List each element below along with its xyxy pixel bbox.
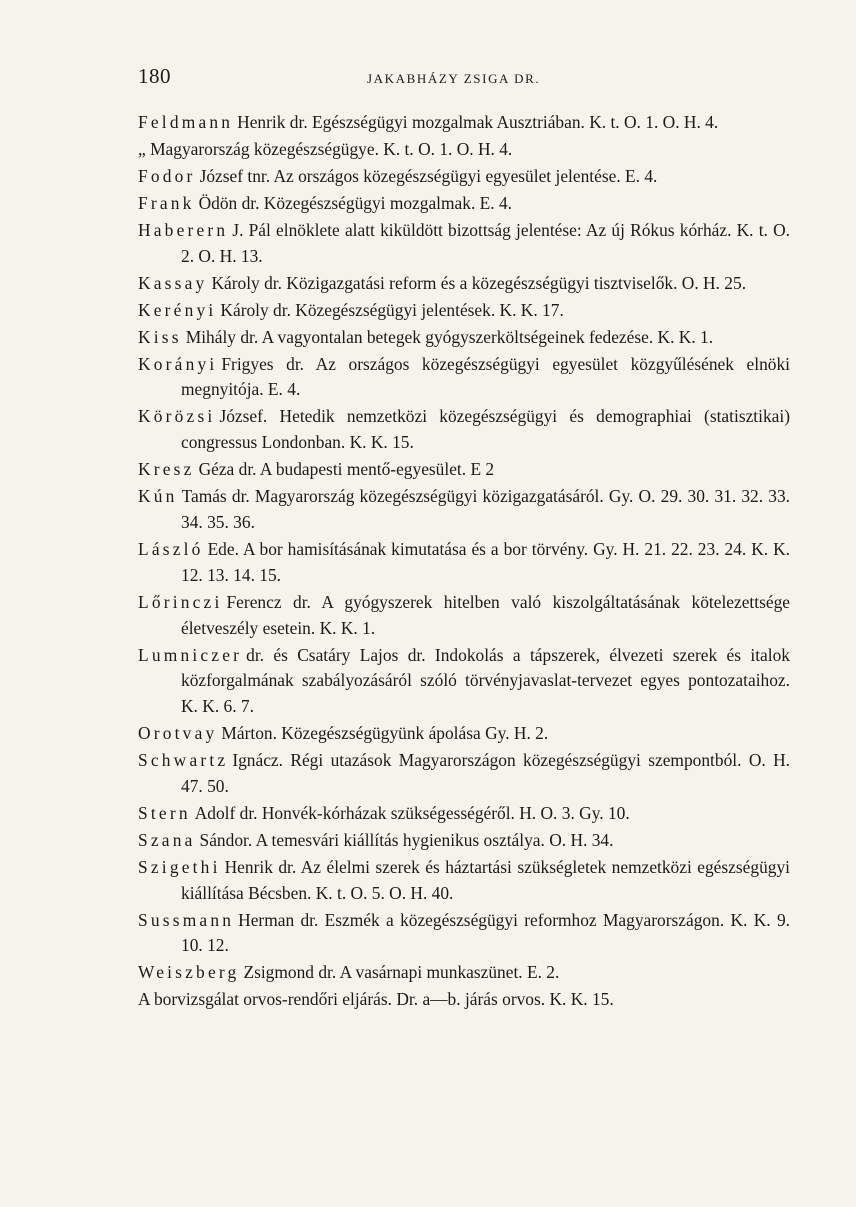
entry-text: Herman dr. Eszmék a közegészségügyi reformhoz Magyarországon. K. K. 9. 10. 12. [181,909,790,956]
bibliography-entry [138,537,790,589]
bibliography-entry [138,325,790,351]
author-name: Schwartz [138,750,229,771]
author-name: Haberern [138,219,229,240]
entry-text: Henrik dr. Az élelmi szerek és háztartási szükségletek nemzetközi egészségügyi kiállítása Bécsben. K. t. O. 5. O. H. 40. [181,856,790,903]
entry-text: J. Pál elnöklete alatt kiküldött bizottság jelentése: Az új Rókus kórház. K. t. O. 2. O. H. 13. [181,219,790,266]
bibliography-entry [138,855,790,907]
bibliography-entry [138,137,790,163]
author-name: Feldmann [138,112,234,132]
entry-text: Ede. A bor hamisításának kimutatása és a bor törvény. Gy. H. 21. 22. 23. 24. K. K. 12. 13. 14. 15. [181,539,790,585]
bibliography-entry [138,484,790,536]
author-name: Stern [138,802,191,823]
bibliography-entry [138,828,790,854]
entry-text: A borvizsgálat orvos-rendőri eljárás. Dr. a—b. járás orvos. K. K. 15. [138,989,614,1010]
running-head: JAKABHÁZY ZSIGA DR. [367,71,541,86]
author-name: Sussmann [138,909,235,930]
bibliography-entry [138,590,790,642]
entry-text: Frigyes dr. Az országos közegészségügyi egyesület közgyűlésének elnöki megnyitója. E. 4. [181,353,790,400]
entry-text: Károly dr. Közigazgatási reform és a közegészségügyi tisztviselők. O. H. 25. [211,272,747,293]
entry-text: Henrik dr. Egészségügyi mozgalmak Ausztriában. K. t. O. 1. O. H. 4. [237,112,719,132]
bibliography-entry [138,987,790,1013]
bibliography-entry [138,643,790,720]
bibliography-entry [138,218,790,270]
author-name: Orotvay [138,723,218,744]
author-name: Korányi [138,353,218,374]
bibliography-entry [138,721,790,747]
author-name: Kiss [138,326,182,347]
bibliography-entry [138,298,790,324]
bibliography-entry [138,352,790,404]
entry-text: dr. és Csatáry Lajos dr. Indokolás a tápszerek, élvezeti szerek és italok közforgalmának szabályozásáról szóló törvényjavaslat-tervezet egyes pontozataihoz. K. K. 6. 7. [181,644,790,717]
author-name: Körözsi [138,406,216,427]
author-name: Kerényi [138,299,217,320]
entry-text: Géza dr. A budapesti mentő-egyesület. E 2 [198,459,495,480]
author-name: Lumniczer [138,644,243,665]
entry-text: Károly dr. Közegészségügyi jelentések. K. K. 17. [220,299,564,320]
entry-text: József. Hetedik nemzetközi közegészségügyi és demographiai (statisztikai) congressus Londonban. K. K. 15. [181,406,790,453]
bibliography-entry [138,748,790,800]
author-name: Frank [138,192,195,213]
entry-text: Mihály dr. A vagyontalan betegek gyógyszerköltségeinek fedezése. K. K. 1. [185,326,714,347]
author-name: Szigethi [138,856,221,877]
bibliography-entry [138,271,790,297]
entry-text: „ Magyarország közegészségügye. K. t. O. 1. O. H. 4. [138,138,513,159]
entry-text: Zsigmond dr. A vasárnapi munkaszünet. E. 2. [243,962,560,983]
bibliography-entry [138,908,790,960]
author-name: Kassay [138,272,208,293]
entry-text: Ignácz. Régi utazások Magyarországon közegészségügyi szempontból. O. H. 47. 50. [181,750,790,796]
entry-text: József tnr. Az országos közegészségügyi egyesület jelentése. E. 4. [199,165,658,186]
author-name: László [138,539,204,559]
author-name: Lőrinczi [138,591,223,612]
entry-text: Tamás dr. Magyarország közegészségügyi közigazgatásáról. Gy. O. 29. 30. 31. 32. 33. 34. 35. 36. [181,486,790,533]
entry-text: Adolf dr. Honvék-kórházak szükségességéről. H. O. 3. Gy. 10. [194,802,630,823]
entry-text: Márton. Közegészségügyünk ápolása Gy. H. 2. [221,723,549,744]
bibliography-entry [138,960,790,986]
page-number: 180 [138,64,171,88]
entry-text: Ferencz dr. A gyógyszerek hitelben való kiszolgáltatásának kötelezettsége életveszély esetein. K. K. 1. [181,591,790,638]
author-name: Fodor [138,165,196,186]
author-name: Szana [138,829,196,850]
author-name: Kún [138,486,178,507]
author-name: Kresz [138,459,195,480]
bibliography-entry [138,164,790,190]
entry-text: Ödön dr. Közegészségügyi mozgalmak. E. 4. [198,192,513,213]
page-header [138,64,788,94]
bibliography-list [138,110,790,1014]
entry-text: Sándor. A temesvári kiállítás hygienikus osztálya. O. H. 34. [199,829,614,850]
bibliography-entry [138,191,790,217]
author-name: Weiszberg [138,962,240,983]
bibliography-entry [138,404,790,456]
bibliography-entry [138,110,790,136]
bibliography-entry [138,801,790,827]
bibliography-entry [138,457,790,483]
